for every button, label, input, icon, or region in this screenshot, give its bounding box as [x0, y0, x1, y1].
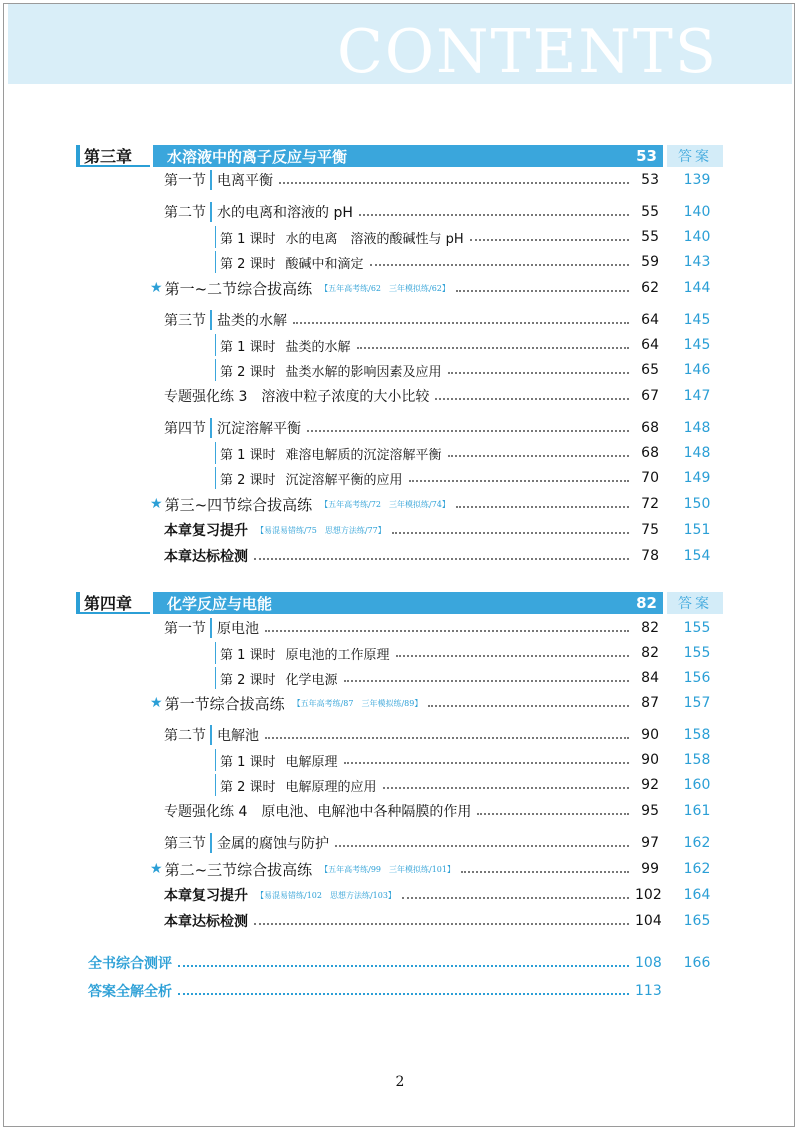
toc-entry[interactable] — [164, 884, 662, 906]
dot-leader — [265, 630, 629, 632]
section-title: 沉淀溶解平衡 — [210, 418, 301, 438]
lesson-label: 第 1 课时 — [220, 339, 276, 355]
review-title: 第二~三节综合拔高练 — [164, 860, 313, 879]
toc-entry[interactable] — [164, 800, 659, 822]
answer-page-ref[interactable]: 145 — [683, 312, 711, 328]
toc-entry[interactable] — [215, 667, 659, 689]
dot-leader — [307, 430, 629, 432]
page-ref: 108 — [635, 955, 662, 971]
dot-leader — [435, 398, 629, 400]
dot-leader — [254, 558, 629, 560]
page-ref: 62 — [641, 280, 659, 296]
final-entry[interactable] — [88, 980, 662, 1002]
dot-leader — [448, 455, 629, 457]
page-ref: 68 — [641, 445, 659, 461]
section-title: 金属的腐蚀与防护 — [210, 833, 329, 853]
page-ref: 75 — [641, 522, 659, 538]
lesson-label: 第 1 课时 — [220, 231, 276, 247]
final-entry-title: 答案全解全析 — [88, 984, 172, 1000]
toc-entry[interactable] — [150, 277, 659, 299]
chapter-review-note: 【易混易错练/75 思想方法练/77】 — [256, 525, 386, 535]
lesson-label: 第 2 课时 — [220, 256, 276, 272]
page-ref: 87 — [641, 695, 659, 711]
dot-leader — [461, 871, 629, 873]
page-ref: 82 — [641, 620, 659, 636]
answer-page-ref[interactable]: 139 — [683, 172, 711, 188]
answer-page-ref[interactable]: 150 — [683, 496, 711, 512]
lesson-label: 第 1 课时 — [220, 447, 276, 463]
answer-page-ref[interactable]: 158 — [683, 727, 711, 743]
lesson-label: 第 2 课时 — [220, 364, 276, 380]
page-ref: 92 — [641, 777, 659, 793]
lesson-label: 第 1 课时 — [220, 647, 276, 663]
section-label: 第一节 — [164, 621, 206, 637]
dot-leader — [178, 993, 629, 995]
lesson-text — [220, 751, 338, 770]
page-ref: 78 — [641, 548, 659, 564]
lesson-text — [220, 228, 464, 247]
toc-entry[interactable] — [215, 774, 659, 796]
page-ref: 102 — [635, 887, 662, 903]
answers-tag: 答案 — [667, 145, 723, 167]
dot-leader — [409, 480, 629, 482]
section-label: 第三节 — [164, 836, 206, 852]
page-ref: 99 — [641, 861, 659, 877]
answer-page-ref[interactable]: 143 — [683, 254, 711, 270]
section-title: 水的电离和溶液的 pH — [210, 202, 353, 222]
toc-entry[interactable] — [215, 749, 659, 771]
toc-entry[interactable] — [164, 545, 659, 567]
answer-page-ref[interactable]: 166 — [683, 955, 711, 971]
review-note: 【五年高考练/72 三年模拟练/74】 — [320, 499, 450, 509]
answer-page-ref[interactable]: 144 — [683, 280, 711, 296]
section-label: 第三节 — [164, 313, 206, 329]
dot-leader — [344, 762, 629, 764]
toc-entry[interactable] — [150, 493, 659, 515]
section-label: 第二节 — [164, 205, 206, 221]
dot-leader — [178, 965, 629, 967]
chapter-review-note: 【易混易错练/102 思想方法练/103】 — [256, 890, 396, 900]
page-ref: 113 — [635, 983, 662, 999]
lesson-title: 难溶电解质的沉淀溶解平衡 — [285, 447, 442, 463]
lesson-title: 酸碱中和滴定 — [285, 256, 364, 272]
dot-leader — [344, 680, 629, 682]
final-entry[interactable] — [88, 952, 662, 974]
lesson-text — [220, 669, 338, 688]
section-title: 电离平衡 — [210, 170, 273, 190]
dot-leader — [359, 214, 629, 216]
star-icon: ★ — [150, 496, 163, 512]
dot-leader — [456, 506, 629, 508]
final-entry-title: 全书综合测评 — [88, 956, 172, 972]
answer-page-ref[interactable]: 148 — [683, 420, 711, 436]
toc-entry[interactable] — [164, 832, 659, 854]
answer-page-ref[interactable]: 157 — [683, 695, 711, 711]
page-ref: 65 — [641, 362, 659, 378]
review-note: 【五年高考练/87 三年模拟练/89】 — [292, 698, 423, 708]
toc-entry[interactable] — [164, 417, 659, 439]
chapter-review-title: 本章复习提升 — [164, 888, 248, 904]
dot-leader — [470, 239, 629, 241]
chapter-title-bar[interactable] — [153, 592, 663, 614]
answer-page-ref[interactable]: 165 — [683, 913, 711, 929]
section-label: 第一节 — [164, 173, 206, 189]
page-number: 2 — [395, 1074, 405, 1090]
section-title: 原电池 — [210, 618, 259, 638]
answer-page-ref[interactable]: 151 — [683, 522, 711, 538]
dot-leader — [477, 813, 629, 815]
review-title: 第三~四节综合拔高练 — [164, 495, 313, 514]
page-ref: 64 — [641, 337, 659, 353]
page-ref: 53 — [641, 172, 659, 188]
answer-page-ref[interactable]: 155 — [683, 645, 711, 661]
banner-title: CONTENTS — [336, 17, 718, 84]
lesson-title: 沉淀溶解平衡的应用 — [285, 472, 403, 488]
section-title: 电解池 — [210, 725, 259, 745]
review-title: 第一~二节综合拔高练 — [164, 279, 313, 298]
dot-leader — [456, 290, 629, 292]
toc-entry[interactable] — [215, 467, 659, 489]
page-ref: 84 — [641, 670, 659, 686]
lesson-label: 第 1 课时 — [220, 754, 276, 770]
answer-page-ref[interactable]: 156 — [683, 670, 711, 686]
answer-page-ref[interactable]: 162 — [683, 835, 711, 851]
page-ref: 67 — [641, 388, 659, 404]
answer-page-ref[interactable]: 147 — [683, 388, 711, 404]
review-note: 【五年高考练/99 三年模拟练/101】 — [320, 864, 455, 874]
dot-leader — [265, 737, 629, 739]
toc-entry[interactable] — [215, 359, 659, 381]
dot-leader — [335, 845, 629, 847]
dot-leader — [293, 322, 629, 324]
dot-leader — [428, 705, 629, 707]
answer-page-ref[interactable]: 140 — [683, 229, 711, 245]
toc-entry[interactable] — [164, 309, 659, 331]
header-banner — [8, 4, 792, 84]
review-note: 【五年高考练/62 三年模拟练/62】 — [320, 283, 450, 293]
lesson-title: 盐类的水解 — [285, 339, 351, 355]
chapter-review-title: 本章达标检测 — [164, 549, 248, 565]
lesson-title: 原电池的工作原理 — [285, 647, 390, 663]
toc-entry[interactable] — [164, 910, 662, 932]
lesson-title: 化学电源 — [285, 672, 338, 688]
lesson-title: 电解原理 — [285, 754, 338, 770]
lesson-text — [220, 361, 442, 380]
page-ref: 68 — [641, 420, 659, 436]
page-ref: 90 — [641, 727, 659, 743]
toc-entry[interactable] — [164, 519, 659, 541]
answer-page-ref[interactable]: 146 — [683, 362, 711, 378]
special-practice-title: 专题强化练 4 原电池、电解池中各种隔膜的作用 — [164, 804, 472, 820]
answer-page-ref[interactable]: 154 — [683, 548, 711, 564]
toc-entry[interactable] — [215, 442, 659, 464]
dot-leader — [370, 264, 629, 266]
lesson-text — [220, 469, 403, 488]
lesson-label: 第 2 课时 — [220, 779, 276, 795]
page-ref: 55 — [641, 204, 659, 220]
page-ref: 70 — [641, 470, 659, 486]
star-icon: ★ — [150, 861, 163, 877]
star-icon: ★ — [150, 280, 163, 296]
toc-entry[interactable] — [215, 642, 659, 664]
page-ref: 82 — [641, 645, 659, 661]
lesson-text — [220, 253, 364, 272]
chapter-review-title: 本章达标检测 — [164, 914, 248, 930]
lesson-text — [220, 336, 351, 355]
chapter-title: 水溶液中的离子反应与平衡 — [167, 147, 348, 166]
dot-leader — [402, 897, 629, 899]
answer-page-ref[interactable]: 161 — [683, 803, 711, 819]
section-label: 第四节 — [164, 421, 206, 437]
section-label: 第二节 — [164, 728, 206, 744]
toc-entry[interactable] — [150, 858, 659, 880]
chapter-page: 82 — [636, 594, 657, 612]
page-ref: 95 — [641, 803, 659, 819]
lesson-label: 第 2 课时 — [220, 672, 276, 688]
page-ref: 97 — [641, 835, 659, 851]
lesson-text — [220, 644, 390, 663]
lesson-label: 第 2 课时 — [220, 472, 276, 488]
special-practice-title: 专题强化练 3 溶液中粒子浓度的大小比较 — [164, 389, 430, 405]
toc-entry[interactable] — [164, 724, 659, 746]
page-ref: 55 — [641, 229, 659, 245]
toc-entry[interactable] — [164, 385, 659, 407]
answer-page-ref[interactable]: 158 — [683, 752, 711, 768]
lesson-text — [220, 776, 377, 795]
answer-page-ref[interactable]: 149 — [683, 470, 711, 486]
toc-entry[interactable] — [164, 169, 659, 191]
answer-page-ref[interactable]: 164 — [683, 887, 711, 903]
toc-entry[interactable] — [164, 201, 659, 223]
answer-page-ref[interactable]: 145 — [683, 337, 711, 353]
dot-leader — [392, 532, 629, 534]
review-title: 第一节综合拔高练 — [164, 694, 285, 713]
answer-page-ref[interactable]: 155 — [683, 620, 711, 636]
dot-leader — [448, 372, 629, 374]
toc-entry[interactable] — [164, 617, 659, 639]
answer-page-ref[interactable]: 160 — [683, 777, 711, 793]
page-ref: 104 — [635, 913, 662, 929]
dot-leader — [254, 923, 629, 925]
chapter-label: 第三章 — [76, 145, 150, 167]
lesson-text — [220, 444, 442, 463]
answer-page-ref[interactable]: 148 — [683, 445, 711, 461]
toc-entry[interactable] — [215, 226, 659, 248]
chapter-page: 53 — [636, 147, 657, 165]
toc-entry[interactable] — [215, 334, 659, 356]
page-ref: 72 — [641, 496, 659, 512]
answers-tag: 答案 — [667, 592, 723, 614]
toc-entry[interactable] — [215, 251, 659, 273]
lesson-title: 水的电离 溶液的酸碱性与 pH — [285, 231, 464, 247]
page-ref: 90 — [641, 752, 659, 768]
lesson-title: 电解原理的应用 — [285, 779, 377, 795]
section-title: 盐类的水解 — [210, 310, 287, 330]
dot-leader — [396, 655, 629, 657]
answer-page-ref[interactable]: 140 — [683, 204, 711, 220]
answer-page-ref[interactable]: 162 — [683, 861, 711, 877]
chapter-review-title: 本章复习提升 — [164, 523, 248, 539]
dot-leader — [383, 787, 629, 789]
lesson-title: 盐类水解的影响因素及应用 — [285, 364, 442, 380]
chapter-title-bar[interactable] — [153, 145, 663, 167]
page-ref: 64 — [641, 312, 659, 328]
dot-leader — [357, 347, 629, 349]
dot-leader — [279, 182, 629, 184]
chapter-label: 第四章 — [76, 592, 150, 614]
page-ref: 59 — [641, 254, 659, 270]
chapter-title: 化学反应与电能 — [167, 594, 273, 613]
toc-entry[interactable] — [150, 692, 659, 714]
star-icon: ★ — [150, 695, 163, 711]
